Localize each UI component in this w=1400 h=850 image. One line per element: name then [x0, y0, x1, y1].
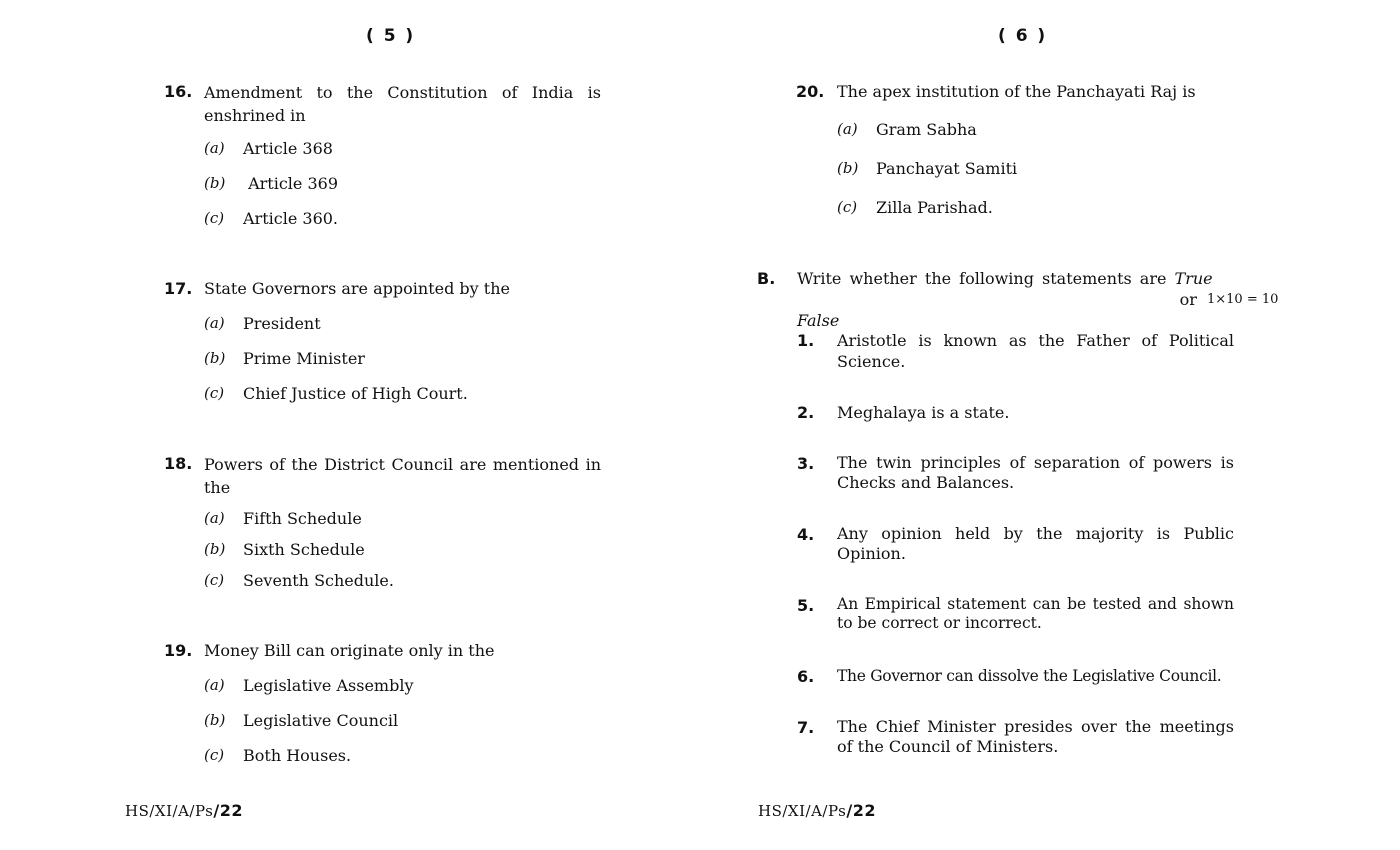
footer-code — [758, 801, 876, 820]
option-label: (b) — [837, 159, 859, 177]
option-text: Article 360. — [243, 209, 339, 228]
option-label: (a) — [837, 120, 858, 138]
question-number: 20. — [796, 82, 825, 101]
option-text: Gram Sabha — [876, 120, 977, 139]
statement-text: Aristotle is known as the Father of Political Science. — [837, 331, 1234, 371]
footer-year: /22 — [213, 801, 243, 820]
question-text: Amendment to the Constitution of India is enshrined in — [204, 83, 601, 125]
statement-number: 2. — [797, 403, 815, 422]
option-text: Zilla Parishad. — [876, 198, 993, 217]
option-text: Seventh Schedule. — [243, 571, 394, 590]
page-number: ( 6 ) — [998, 26, 1048, 46]
instruction-text: Write whether the following statements are — [797, 269, 1175, 288]
true-word: True — [1174, 269, 1213, 288]
option-label: (c) — [204, 571, 225, 589]
instruction-line-1 — [797, 268, 1234, 310]
marks-allocation: 1×10 = 10 — [1207, 292, 1279, 307]
statement-number: 1. — [797, 331, 815, 350]
footer-code-text: HS/XI/A/Ps — [758, 802, 847, 820]
footer-code — [125, 801, 243, 820]
option-text: Fifth Schedule — [243, 509, 362, 528]
statement-number: 5. — [797, 596, 815, 615]
option-label: (b) — [204, 349, 226, 367]
statement-text: The Governor can dissolve the Legislative Council. — [837, 667, 1222, 685]
statement-number: 6. — [797, 667, 815, 686]
option-label: (a) — [204, 139, 225, 157]
statement-number: 4. — [797, 525, 815, 544]
question-number: 19. — [164, 641, 193, 660]
option-text: Article 368 — [243, 139, 333, 158]
option-text: Legislative Council — [243, 711, 399, 730]
question-text: Money Bill can originate only in the — [204, 641, 495, 660]
section-instruction — [797, 268, 1234, 331]
option-text: President — [243, 314, 321, 333]
option-text: Both Houses. — [243, 746, 352, 765]
footer-year: /22 — [846, 801, 876, 820]
page-number: ( 5 ) — [366, 26, 416, 46]
option-label: (b) — [204, 711, 226, 729]
option-label: (c) — [204, 209, 225, 227]
option-label: (b) — [204, 174, 226, 192]
question-text: State Governors are appointed by the — [204, 279, 510, 298]
statement-text: The twin principles of separation of powers is Checks and Balances. — [837, 453, 1234, 492]
option-label: (a) — [204, 509, 225, 527]
question-text: Powers of the District Council are mentioned in the — [204, 455, 601, 497]
section-label: B. — [757, 269, 776, 288]
question-number: 18. — [164, 454, 193, 473]
statement-number: 3. — [797, 454, 815, 473]
statement-text: The Chief Minister presides over the meetings of the Council of Ministers. — [837, 717, 1234, 756]
statement-text: Any opinion held by the majority is Public Opinion. — [837, 524, 1234, 563]
option-label: (a) — [204, 676, 225, 694]
option-label: (c) — [837, 198, 858, 216]
option-text: Prime Minister — [243, 349, 365, 368]
false-word: False — [797, 311, 840, 330]
option-label: (c) — [204, 746, 225, 764]
statement-text: An Empirical statement can be tested and shown to be correct or incorrect. — [837, 595, 1234, 632]
option-text: Sixth Schedule — [243, 540, 365, 559]
option-text: Panchayat Samiti — [876, 159, 1018, 178]
question-number: 16. — [164, 82, 193, 101]
statement-number: 7. — [797, 718, 815, 737]
option-text: Legislative Assembly — [243, 676, 414, 695]
statement-text: Meghalaya is a state. — [837, 403, 1010, 422]
option-label: (c) — [204, 384, 225, 402]
question-text: The apex institution of the Panchayati Raj is — [837, 82, 1196, 101]
or-word: or — [1174, 290, 1197, 309]
footer-code-text: HS/XI/A/Ps — [125, 802, 214, 820]
option-label: (b) — [204, 540, 226, 558]
option-text: Article 369 — [243, 174, 339, 193]
option-text: Chief Justice of High Court. — [243, 384, 468, 403]
option-label: (a) — [204, 314, 225, 332]
question-number: 17. — [164, 279, 193, 298]
